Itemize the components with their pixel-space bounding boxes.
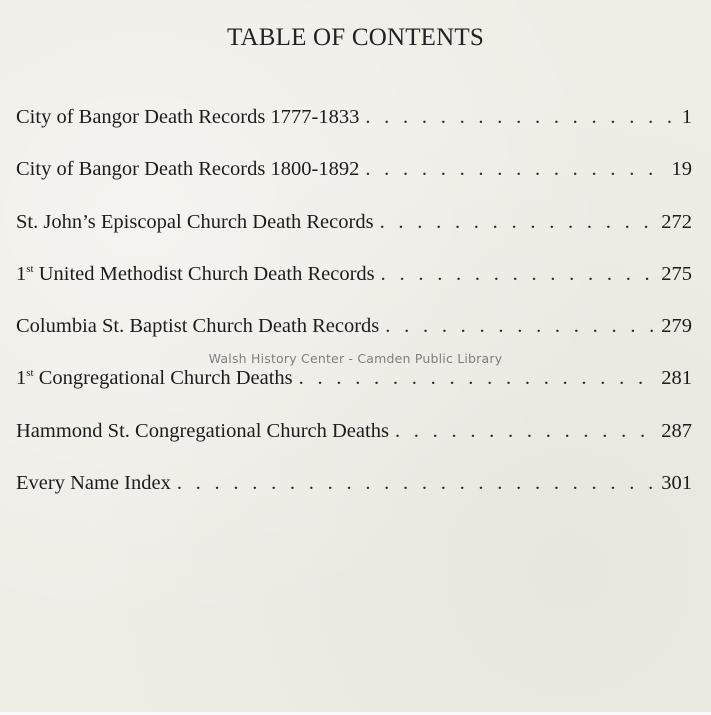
- toc-page-number: 272: [661, 210, 692, 233]
- toc-entry: [16, 472, 692, 524]
- toc-entry: [16, 420, 692, 472]
- dot-leader: [385, 315, 655, 338]
- dot-leader: [177, 472, 655, 495]
- toc-entry-title: St. John’s Episcopal Church Death Records: [16, 210, 374, 233]
- toc-entry: [16, 106, 692, 158]
- toc-page-number: 301: [661, 472, 692, 495]
- dot-leader: [380, 211, 656, 234]
- toc-entry-title: 1st United Methodist Church Death Records: [16, 262, 375, 285]
- toc-page-number: 275: [661, 262, 692, 285]
- toc-entry-title: City of Bangor Death Records 1800-1892: [16, 158, 360, 181]
- toc-entry-title: City of Bangor Death Records 1777-1833: [16, 106, 360, 128]
- library-watermark: Walsh History Center - Camden Public Library: [208, 351, 503, 366]
- toc-page-number: 281: [661, 367, 692, 390]
- toc-entry: [16, 158, 692, 210]
- toc-page-number: 1: [681, 106, 692, 128]
- page-title: TABLE OF CONTENTS: [227, 24, 484, 51]
- dot-leader: [395, 420, 655, 443]
- table-of-contents: [16, 106, 692, 524]
- toc-entry-title: Columbia St. Baptist Church Death Records: [16, 315, 380, 338]
- toc-entry-title: Every Name Index: [16, 472, 171, 495]
- toc-entry-title: 1st Congregational Church Deaths: [16, 367, 293, 390]
- dot-leader: [381, 263, 656, 286]
- toc-entry: [16, 211, 692, 263]
- toc-page-number: 279: [661, 315, 692, 338]
- toc-entry: [16, 367, 692, 419]
- toc-page-number: 19: [671, 158, 692, 181]
- toc-entry: [16, 263, 692, 315]
- toc-page-number: 287: [661, 419, 692, 442]
- dot-leader: [365, 106, 675, 129]
- dot-leader: [365, 158, 665, 181]
- toc-entry-title: Hammond St. Congregational Church Deaths: [16, 419, 389, 442]
- dot-leader: [299, 367, 656, 390]
